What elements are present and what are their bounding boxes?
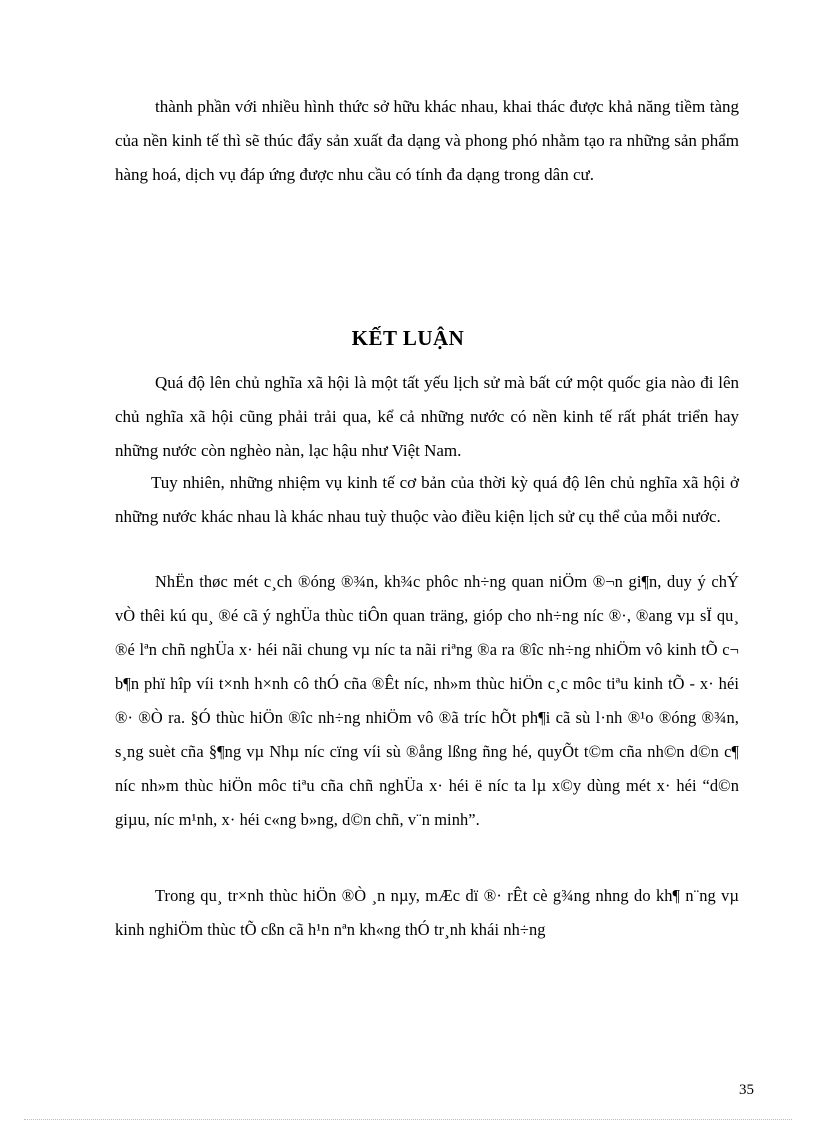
footer-divider bbox=[24, 1119, 792, 1120]
conclusion-paragraph-4: Trong qu¸ tr×nh thùc hiÖn ®Ò ¸n nµy, mÆc dï ®· rÊt cè g¾ng nhng do kh¶ n¨ng vµ kinh nghiÖm thùc tÕ cßn cã h¹n nªn kh«ng thÓ tr¸nh khái nh÷ng bbox=[115, 886, 739, 939]
page-title: KẾT LUẬN bbox=[351, 326, 465, 350]
conclusion-paragraph-2: Tuy nhiên, những nhiệm vụ kinh tế cơ bản của thời kỳ quá độ lên chủ nghĩa xã hội ở những nước khác nhau là khác nhau tuỳ thuộc vào điều kiện lịch sử cụ thể của mỗi nước. bbox=[115, 473, 739, 526]
page-number: 35 bbox=[739, 1082, 754, 1098]
conclusion-paragraph-3: NhËn thøc mét c¸ch ®óng ®¾n, kh¾c phôc nh÷ng quan niÖm ®¬n gi¶n, duy ý chÝ vÒ thêi kú qu¸ ®é cã ý nghÜa thùc tiÔn quan träng, gióp cho nh÷ng níc ®·, ®ang vµ sÏ qu¸ ®é lªn chñ nghÜa x· héi nãi chung vµ níc ta nãi riªng ®a ra ®îc nh÷ng nhiÖm vô kinh tÕ c¬ b¶n phï hîp víi t×nh h×nh cô thÓ cña ®Êt níc, nh»m thùc hiÖn c¸c môc tiªu kinh tÕ - x· héi ®· ®Ò ra. §Ó thùc hiÖn ®îc nh÷ng nhiÖm vô ®ã tríc hÕt ph¶i cã sù l·nh ®¹o ®óng ®¾n, s¸ng suèt cña §¶ng vµ Nhµ níc cïng víi sù ®ång lßng ñng hé, quyÕt t©m cña nh©n d©n c¶ níc nh»m thùc hiÖn môc tiªu cña chñ nghÜa x· héi ë níc ta lµ x©y dùng mét x· héi “d©n giµu, níc m¹nh, x· héi c«ng b»ng, d©n chñ, v¨n minh”. bbox=[115, 572, 739, 829]
intro-paragraph: thành phần với nhiều hình thức sở hữu khác nhau, khai thác được khả năng tiềm tàng của nền kinh tế thì sẽ thúc đẩy sản xuất đa dạng và phong phó nhằm tạo ra những sản phẩm hàng hoá, dịch vụ đáp ứng được nhu cầu có tính đa dạng trong dân cư. bbox=[115, 97, 739, 184]
conclusion-paragraph-1: Quá độ lên chủ nghĩa xã hội là một tất yếu lịch sử mà bất cứ một quốc gia nào đi lên chủ nghĩa xã hội cũng phải trải qua, kể cả những nước có nền kinh tế rất phát triển hay những nước còn nghèo nàn, lạc hậu như Việt Nam. bbox=[115, 373, 739, 460]
